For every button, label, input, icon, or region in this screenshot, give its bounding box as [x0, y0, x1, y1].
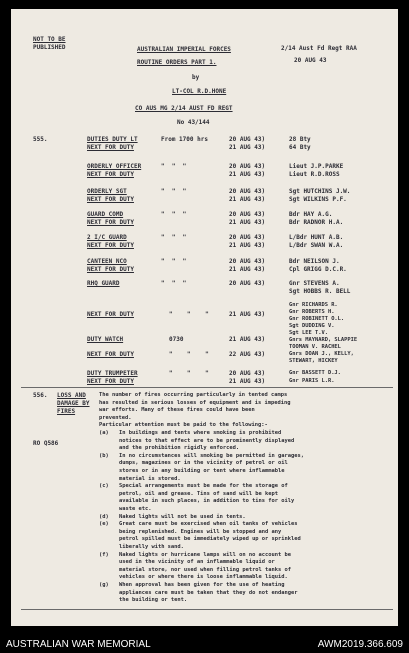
list-item-line: appliances care must be taken that they do not endanger — [119, 589, 298, 596]
list-item-line: the building or tent. — [119, 597, 188, 604]
list-item-line: notices to that effect are to be prominently displayed — [119, 437, 295, 444]
next-duty-name: Sgt DUDDING V. — [289, 323, 335, 329]
duty-from: " " " — [161, 234, 187, 241]
duty-watch-name: STEWART, HICKEY — [289, 358, 338, 364]
order-number: No 43/144 — [177, 119, 210, 126]
next-duty-date: 21 AUG 43) — [229, 311, 266, 318]
trumpeter-name: Gnr BASSETT D.J. — [289, 370, 341, 376]
duty-watch-time: 0730 — [169, 336, 184, 343]
list-item-line: Great care must be exercised when oil tanks of vehicles — [119, 521, 298, 528]
section-556-number: 556. — [33, 392, 48, 399]
list-item-line: used in the vicinity of an inflammable liquid or — [119, 559, 275, 566]
list-item-line: stores or in any building or tent where inflammable — [119, 468, 285, 474]
duty-assignee: Lieut J.P.PARKE — [289, 163, 344, 170]
next-for-duty-label: NEXT FOR DUTY — [87, 266, 134, 273]
list-item-line: petrol, oil and grease. Tins of sand will be kept — [119, 490, 279, 497]
duty-next-assignee: Bdr RADNOR H.A. — [289, 219, 344, 226]
list-item-line: petrol spilled must be immediately wiped up or sprinkled — [119, 536, 301, 543]
duty-watch-name: Gnrs MAYNARD, SLAPPIE — [289, 337, 358, 343]
paragraph-line: Particular attention must be paid to the following:- — [99, 422, 268, 429]
rhq-guard-name: Gnr RICHARDS R. — [289, 302, 338, 308]
routine-order-reference: RO Q586 — [33, 440, 59, 447]
duty-from: " " " — [161, 188, 187, 195]
document-page — [11, 9, 398, 626]
duty-next-date: 21 AUG 43) — [229, 196, 266, 203]
duty-next-date: 21 AUG 43) — [229, 219, 266, 226]
duty-assignee: 28 Bty — [289, 136, 311, 143]
list-item-line: Naked lights will not be used in tents. — [119, 513, 246, 520]
duty-next-assignee: Lieut R.D.ROSS — [289, 171, 340, 178]
duty-from: " " " — [161, 211, 187, 218]
list-item-line: being replenished. Engines will be stopped and any — [119, 528, 282, 535]
list-item-line: available in such places, in addition to tins for oily — [119, 498, 295, 505]
duty-role-label: GUARD COMD — [87, 211, 124, 218]
duty-date: 20 AUG 43) — [229, 234, 266, 241]
duty-role-label: CANTEEN NCO — [87, 258, 127, 265]
duty-date: 20 AUG 43) — [229, 188, 266, 195]
date-quote: " " " — [169, 311, 209, 318]
duty-from: " " " — [161, 280, 187, 287]
duty-next-date: 21 AUG 43) — [229, 171, 266, 178]
officer-name: LT-COL R.D.HONE — [172, 88, 227, 95]
section-556-side-title: FIRES — [57, 408, 76, 415]
list-item-line: vehicles or where there is loose inflammable liquid. — [119, 574, 288, 581]
by-line: by — [192, 74, 200, 81]
duty-watch-date: 21 AUG 43) — [229, 336, 266, 343]
date-quote: " " " — [169, 370, 209, 377]
trumpeter-date: 20 AUG 43) — [229, 370, 266, 377]
duty-next-date: 21 AUG 43) — [229, 266, 266, 273]
duty-role-label: DUTIES DUTY LT — [87, 136, 138, 143]
duty-from: From 1700 hrs — [161, 136, 208, 143]
next-for-duty-label: NEXT FOR DUTY — [87, 351, 134, 358]
list-item-line: material store, nor used when filling petrol tanks of — [119, 566, 292, 573]
command-line: CO AUS MG 2/14 AUST FD REGT — [135, 105, 233, 112]
list-item-line: and the prohibition rigidly enforced. — [119, 445, 240, 452]
archive-reference: AWM2019.366.609 — [317, 639, 403, 650]
next-for-duty-label: NEXT FOR DUTY — [87, 311, 134, 318]
duty-from: " " " — [161, 163, 187, 170]
duty-watch-name: TOOMAN V. RACHEL — [289, 344, 341, 350]
list-item-line: dumps, magazines or in the vicinity of petrol or oil — [119, 460, 288, 467]
next-duty-name: Sgt LEE T.V. — [289, 330, 328, 336]
duty-next-assignee: Sgt WILKINS P.F. — [289, 196, 347, 203]
duty-assignee: Gnr STEVENS A. — [289, 280, 340, 287]
duty-next-assignee: 64 Bty — [289, 144, 311, 151]
list-item-line: waste etc. — [119, 506, 152, 512]
list-item-marker: (d) — [99, 513, 109, 520]
list-item-marker: (g) — [99, 582, 109, 588]
list-item-marker: (a) — [99, 430, 109, 436]
trumpeter-next-date: 21 AUG 43) — [229, 378, 266, 385]
duty-watch-label: DUTY WATCH — [87, 336, 124, 343]
duty-role-label: RHQ GUARD — [87, 280, 120, 287]
duty-from: " " " — [161, 258, 187, 265]
duty-role-label: ORDERLY SGT — [87, 188, 127, 195]
duty-date: 20 AUG 43) — [229, 136, 266, 143]
trumpeter-next-name: Gnr PARIS L.R. — [289, 378, 335, 384]
duty-trumpeter-label: DUTY TRUMPETER — [87, 370, 138, 377]
list-item-line: material is stored. — [119, 475, 181, 482]
next-for-duty-label: NEXT FOR DUTY — [87, 378, 134, 385]
duty-date: 20 AUG 43) — [229, 163, 266, 170]
document-title: AUSTRALIAN IMPERIAL FORCES — [137, 46, 231, 53]
list-item-marker: (b) — [99, 452, 109, 459]
paragraph-line: has resulted in serious losses of equipment and is impeding — [99, 399, 291, 406]
section-divider — [21, 387, 393, 388]
document-date: 20 AUG 43 — [294, 57, 327, 64]
duty-assignee: Bdr NEILSON J. — [289, 258, 340, 265]
duty-next-date: 21 AUG 43) — [229, 242, 266, 249]
duty-assignee: Sgt HUTCHINS J.W. — [289, 188, 351, 195]
duty-role-label: 2 I/C GUARD — [87, 234, 127, 241]
list-item-marker: (c) — [99, 483, 109, 490]
list-item-line: Naked lights or hurricane lamps will on no account be — [119, 551, 292, 558]
section-555-number: 555. — [33, 136, 48, 143]
bottom-divider — [21, 609, 393, 610]
next-duty-date: 22 AUG 43) — [229, 351, 266, 358]
section-556-side-title: LOSS AND — [57, 392, 86, 399]
next-for-duty-label: NEXT FOR DUTY — [87, 219, 134, 226]
list-item-line: In no circumstances will smoking be permitted in garages, — [119, 452, 304, 459]
duty-next-assignee: Sgt HOBBS R. BELL — [289, 288, 351, 295]
list-item-marker: (f) — [99, 551, 109, 558]
paragraph-line: war efforts. Many of these fires could have been — [99, 407, 255, 414]
paragraph-line: prevented. — [99, 414, 132, 421]
list-item-line: In buildings and tents where smoking is prohibited — [119, 430, 282, 436]
next-duty-name: Gnr ROBINETT O.L. — [289, 316, 345, 322]
list-item-line: liberally with sand. — [119, 544, 184, 550]
document-subtitle: ROUTINE ORDERS PART 1. — [137, 59, 217, 66]
list-item-line: Special arrangements must be made for the storage of — [119, 483, 288, 490]
paragraph-line: The number of fires occurring particularly in tented camps — [99, 392, 288, 398]
duty-watch-name: Gnrs DOAN J., KELLY, — [289, 351, 354, 357]
not-published-line-1: NOT TO BE — [33, 36, 66, 43]
duty-next-assignee: L/Bdr SWAN W.A. — [289, 242, 344, 249]
duty-next-assignee: Cpl GRIGG D.C.R. — [289, 266, 347, 273]
next-for-duty-label: NEXT FOR DUTY — [87, 196, 134, 203]
duty-assignee: Bdr HAY A.G. — [289, 211, 333, 218]
archive-name: AUSTRALIAN WAR MEMORIAL — [6, 639, 151, 650]
duty-date: 20 AUG 43) — [229, 280, 266, 287]
unit-name: 2/14 Aust Fd Regt RAA — [281, 45, 357, 52]
duty-date: 20 AUG 43) — [229, 258, 266, 265]
not-published-line-2: PUBLISHED — [33, 44, 66, 51]
next-for-duty-label: NEXT FOR DUTY — [87, 242, 134, 249]
next-for-duty-label: NEXT FOR DUTY — [87, 171, 134, 178]
list-item-marker: (e) — [99, 521, 109, 528]
rhq-guard-name: Gnr ROBERTS H. — [289, 309, 335, 315]
duty-assignee: L/Bdr HUNT A.B. — [289, 234, 344, 241]
duty-role-label: ORDERLY OFFICER — [87, 163, 142, 170]
next-for-duty-label: NEXT FOR DUTY — [87, 144, 134, 151]
list-item-line: When approval has been given for the use of heating — [119, 582, 285, 588]
archive-footer — [0, 636, 409, 653]
section-556-side-title: DAMAGE BY — [57, 400, 90, 407]
date-quote: " " " — [169, 351, 209, 358]
duty-date: 20 AUG 43) — [229, 211, 266, 218]
duty-next-date: 21 AUG 43) — [229, 144, 266, 151]
